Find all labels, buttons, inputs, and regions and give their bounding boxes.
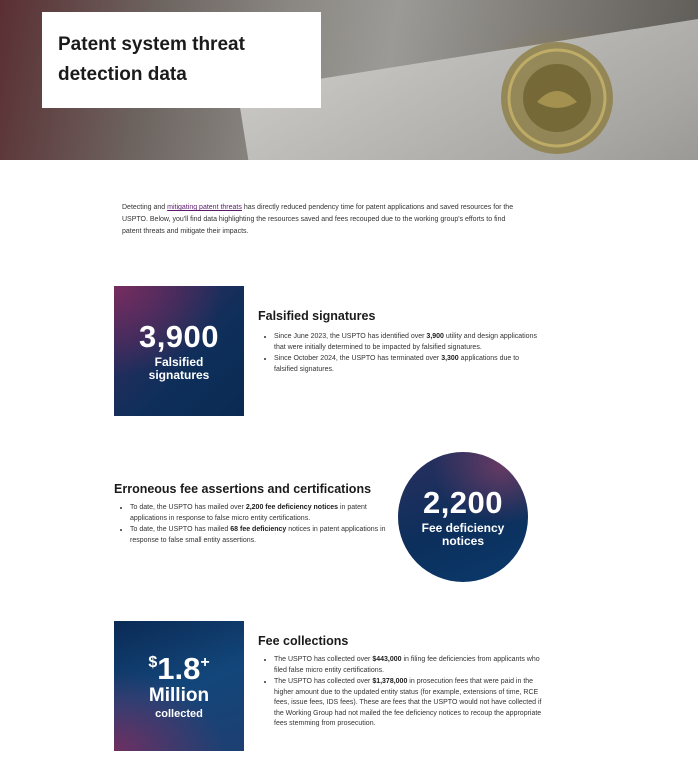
intro-text-start: Detecting and [122, 204, 168, 211]
dollar-sign: $ [148, 653, 158, 671]
intro-paragraph [122, 202, 522, 238]
stat-number: 2,200 [422, 485, 504, 520]
list-item: • Since October 2024, the USPTO has terminated over 3,300 applications due to falsified signatures. [274, 354, 542, 375]
stat-number: 1.8 [157, 650, 201, 686]
stat-label-line-2: signatures [148, 368, 210, 382]
stat-label-line-2: collected [155, 707, 203, 720]
stat-amount [148, 652, 209, 686]
list-item: • To date, the USPTO has mailed 68 fee deficiency notices in patent applications in response to false small entity assertions. [130, 525, 395, 546]
stat-label-line-1: Falsified [154, 355, 204, 369]
list-item: • To date, the USPTO has mailed over 2,200 fee deficiency notices in patent applications in response to false micro entity certifications. [130, 503, 395, 524]
mitigating-patent-threats-link[interactable]: mitigating patent threats [167, 204, 242, 211]
page-title: Patent system threat detection data [58, 34, 245, 85]
falsified-signatures-list [258, 332, 542, 376]
fee-deficiency-notices-stat-circle [398, 452, 528, 582]
fee-collections-list [258, 655, 546, 731]
stat-label-line-1: Fee deficiency [421, 521, 505, 535]
section-title-fee-collections: Fee collections [258, 634, 349, 648]
stat-label-line-1: Million [148, 684, 210, 706]
stat-label-line-2: notices [441, 534, 484, 548]
stat-number: 3,900 [138, 319, 220, 354]
list-item: • Since June 2023, the USPTO has identified over 3,900 utility and design applications that were initially determined to be impacted by falsified signatures. [274, 332, 542, 353]
fee-collections-stat-tile [114, 621, 244, 751]
intro-text-end: has directly reduced pendency time for patent applications and saved resources for the USPTO. Below, you'll find data highlighting the resources saved and fees recouped due to the working group's efforts to find patent threats and mitigate their impacts. [122, 204, 514, 235]
falsified-signatures-stat-tile [114, 286, 244, 416]
gold-seal-icon [475, 40, 635, 160]
plus-sign: + [200, 653, 210, 671]
hero-title-card [42, 12, 321, 108]
list-item: • The USPTO has collected over $1,378,000 in prosecution fees that were paid in the higher amount due to the updated entity status (for example, extensions of time, RCE fees, issue fees, IDS fees). These are fees that the USPTO would not have collected if the Working Group had not mailed the fee deficiency notices to recoup the appropriate fees stemming from prosecution. [274, 677, 546, 730]
list-item: • The USPTO has collected over $443,000 in filing fee deficiencies from applicants who filed false micro entity certifications. [274, 655, 546, 676]
hero-banner [0, 0, 698, 160]
erroneous-fee-assertions-list [114, 503, 395, 547]
section-title-erroneous-fee-assertions: Erroneous fee assertions and certifications [114, 482, 372, 496]
section-title-falsified-signatures: Falsified signatures [258, 309, 376, 323]
